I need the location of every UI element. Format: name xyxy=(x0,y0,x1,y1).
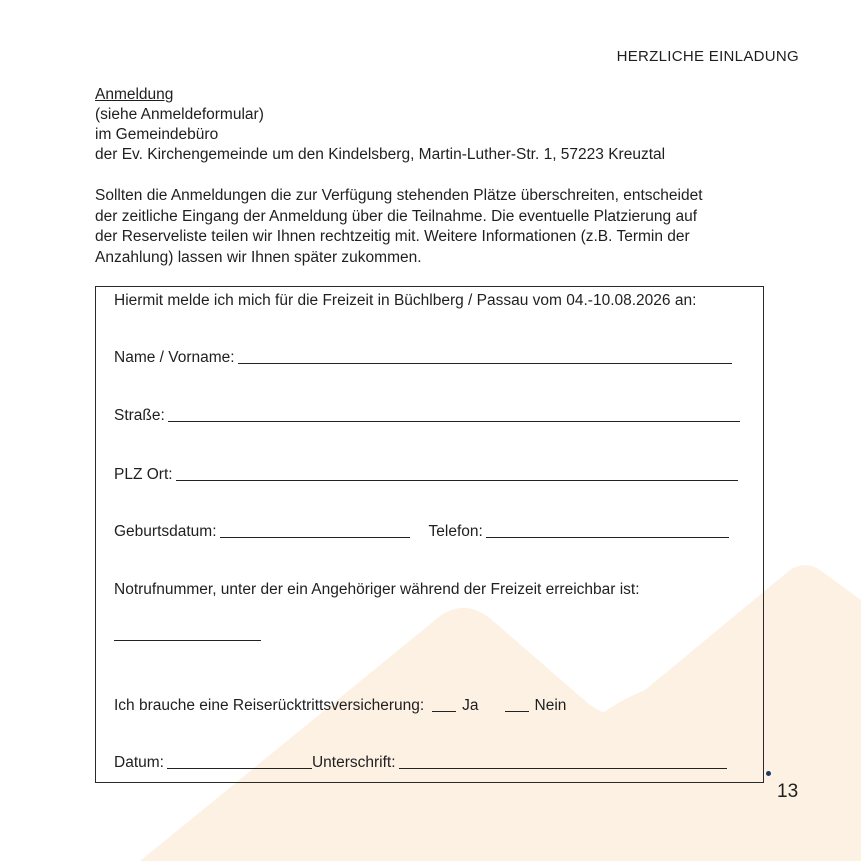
info-line: Sollten die Anmeldungen die zur Verfügung stehenden Plätze überschreiten, entscheidet xyxy=(95,187,703,204)
page-dot xyxy=(766,771,771,776)
street-label: Straße: xyxy=(114,407,165,424)
registration-form xyxy=(95,286,764,783)
signature-label: Unterschrift: xyxy=(311,754,396,771)
form-intro xyxy=(114,292,696,310)
street-field[interactable] xyxy=(168,420,740,422)
info-paragraph xyxy=(95,186,765,268)
birthdate-field[interactable] xyxy=(220,536,410,538)
name-field[interactable] xyxy=(238,362,732,364)
signature-field[interactable] xyxy=(399,767,727,769)
emergency-field-row xyxy=(114,639,261,644)
phone-label: Telefon: xyxy=(428,523,483,540)
registration-line: der Ev. Kirchengemeinde um den Kindelsberg, Martin-Luther-Str. 1, 57223 Kreuztal xyxy=(95,146,666,163)
emergency-label: Notrufnummer, unter der ein Angehöriger während der Freizeit erreichbar ist: xyxy=(114,581,640,598)
header-title: HERZLICHE EINLADUNG xyxy=(616,48,799,65)
name-row xyxy=(114,349,732,367)
registration-section xyxy=(95,85,775,165)
signature-row xyxy=(114,754,727,772)
city-label: PLZ Ort: xyxy=(114,466,173,483)
registration-heading: Anmeldung xyxy=(95,86,174,103)
phone-field[interactable] xyxy=(486,536,729,538)
city-field[interactable] xyxy=(176,479,738,481)
registration-line: im Gemeindebüro xyxy=(95,126,219,143)
insurance-yes-label: Ja xyxy=(462,697,479,714)
emergency-row xyxy=(114,581,640,599)
date-field[interactable] xyxy=(167,767,312,769)
page-number: 13 xyxy=(777,781,799,802)
city-row xyxy=(114,466,738,484)
insurance-label: Ich brauche eine Reiserücktrittsversicherung: xyxy=(114,697,425,714)
name-label: Name / Vorname: xyxy=(114,349,235,366)
date-label: Datum: xyxy=(114,754,164,771)
insurance-no-label: Nein xyxy=(534,697,567,714)
insurance-row xyxy=(114,697,566,715)
registration-line: (siehe Anmeldeformular) xyxy=(95,106,264,123)
emergency-field[interactable] xyxy=(114,639,261,641)
form-intro-text: Hiermit melde ich mich für die Freizeit in Büchlberg / Passau vom 04.-10.08.2026 an: xyxy=(114,292,697,309)
birth-phone-row xyxy=(114,523,729,541)
info-line: Anzahlung) lassen wir Ihnen später zukommen. xyxy=(95,248,422,266)
insurance-yes-field[interactable] xyxy=(432,710,456,712)
info-line: der zeitliche Eingang der Anmeldung über die Teilnahme. Die eventuelle Platzierung auf xyxy=(95,207,698,225)
info-line: der Reserveliste teilen wir Ihnen rechtzeitig mit. Weitere Informationen (z.B. Termin der xyxy=(95,228,690,245)
birthdate-label: Geburtsdatum: xyxy=(114,523,217,540)
insurance-no-field[interactable] xyxy=(505,710,529,712)
street-row xyxy=(114,407,740,425)
